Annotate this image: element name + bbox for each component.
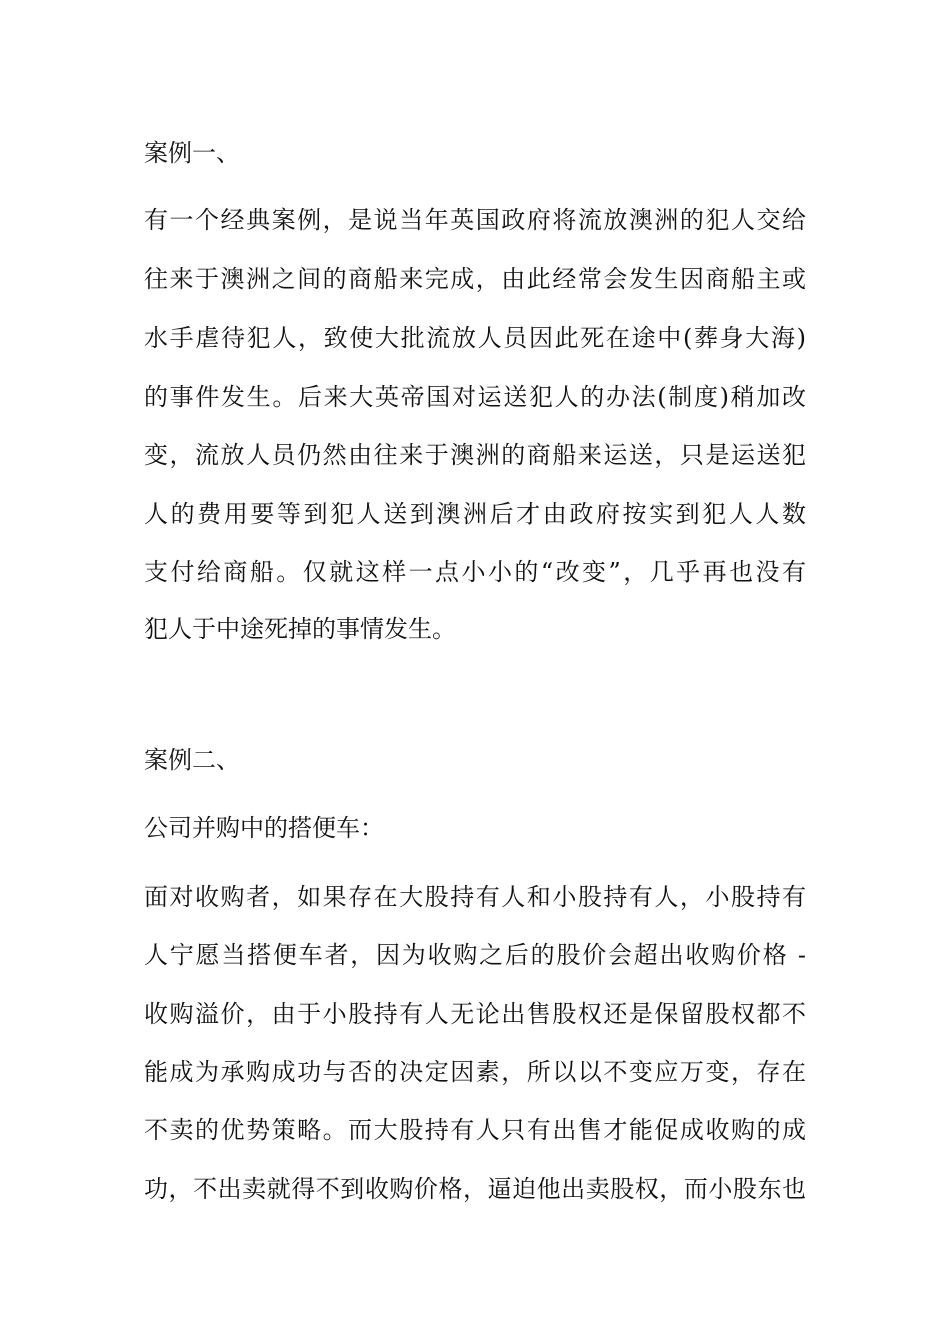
case-2-paragraph-line: 功，不出卖就得不到收购价格，逼迫他出卖股权，而小股东也 [144,1175,806,1203]
case-1-paragraph-line: 往来于澳洲之间的商船来完成，由此经常会发生因商船主或 [144,265,806,293]
case-2-paragraph-line: 不卖的优势策略。而大股持有人只有出售才能促成收购的成 [144,1116,806,1144]
case-1-paragraph-line: 人的费用要等到犯人送到澳洲后才由政府按实到犯人人数 [144,500,806,528]
case-2-subtitle: 公司并购中的搭便车： [144,814,384,842]
case-1-paragraph-line: 水手虐待犯人，致使大批流放人员因此死在途中(葬身大海) [144,324,806,352]
case-1-paragraph-line: 犯人于中途死掉的事情发生。 [144,615,456,643]
case-2-paragraph-line: 人宁愿当搭便车者，因为收购之后的股价会超出收购价格 - [144,941,806,969]
case-1-paragraph-line: 变，流放人员仍然由往来于澳洲的商船来运送，只是运送犯 [144,441,806,469]
case-1-paragraph-line: 有一个经典案例，是说当年英国政府将流放澳洲的犯人交给 [144,206,806,234]
case-1-paragraph-line: 支付给商船。仅就这样一点小小的“改变”，几乎再也没有 [144,558,806,586]
case-1-heading: 案例一、 [144,139,240,167]
case-2-paragraph-line: 能成为承购成功与否的决定因素，所以以不变应万变，存在 [144,1058,806,1086]
case-2-paragraph-line: 收购溢价，由于小股持有人无论出售股权还是保留股权都不 [144,1000,806,1028]
case-1-paragraph-line: 的事件发生。后来大英帝国对运送犯人的办法(制度)稍加改 [144,383,806,411]
case-2-heading: 案例二、 [144,746,240,774]
case-2-paragraph-line: 面对收购者，如果存在大股持有人和小股持有人，小股持有 [144,883,806,911]
